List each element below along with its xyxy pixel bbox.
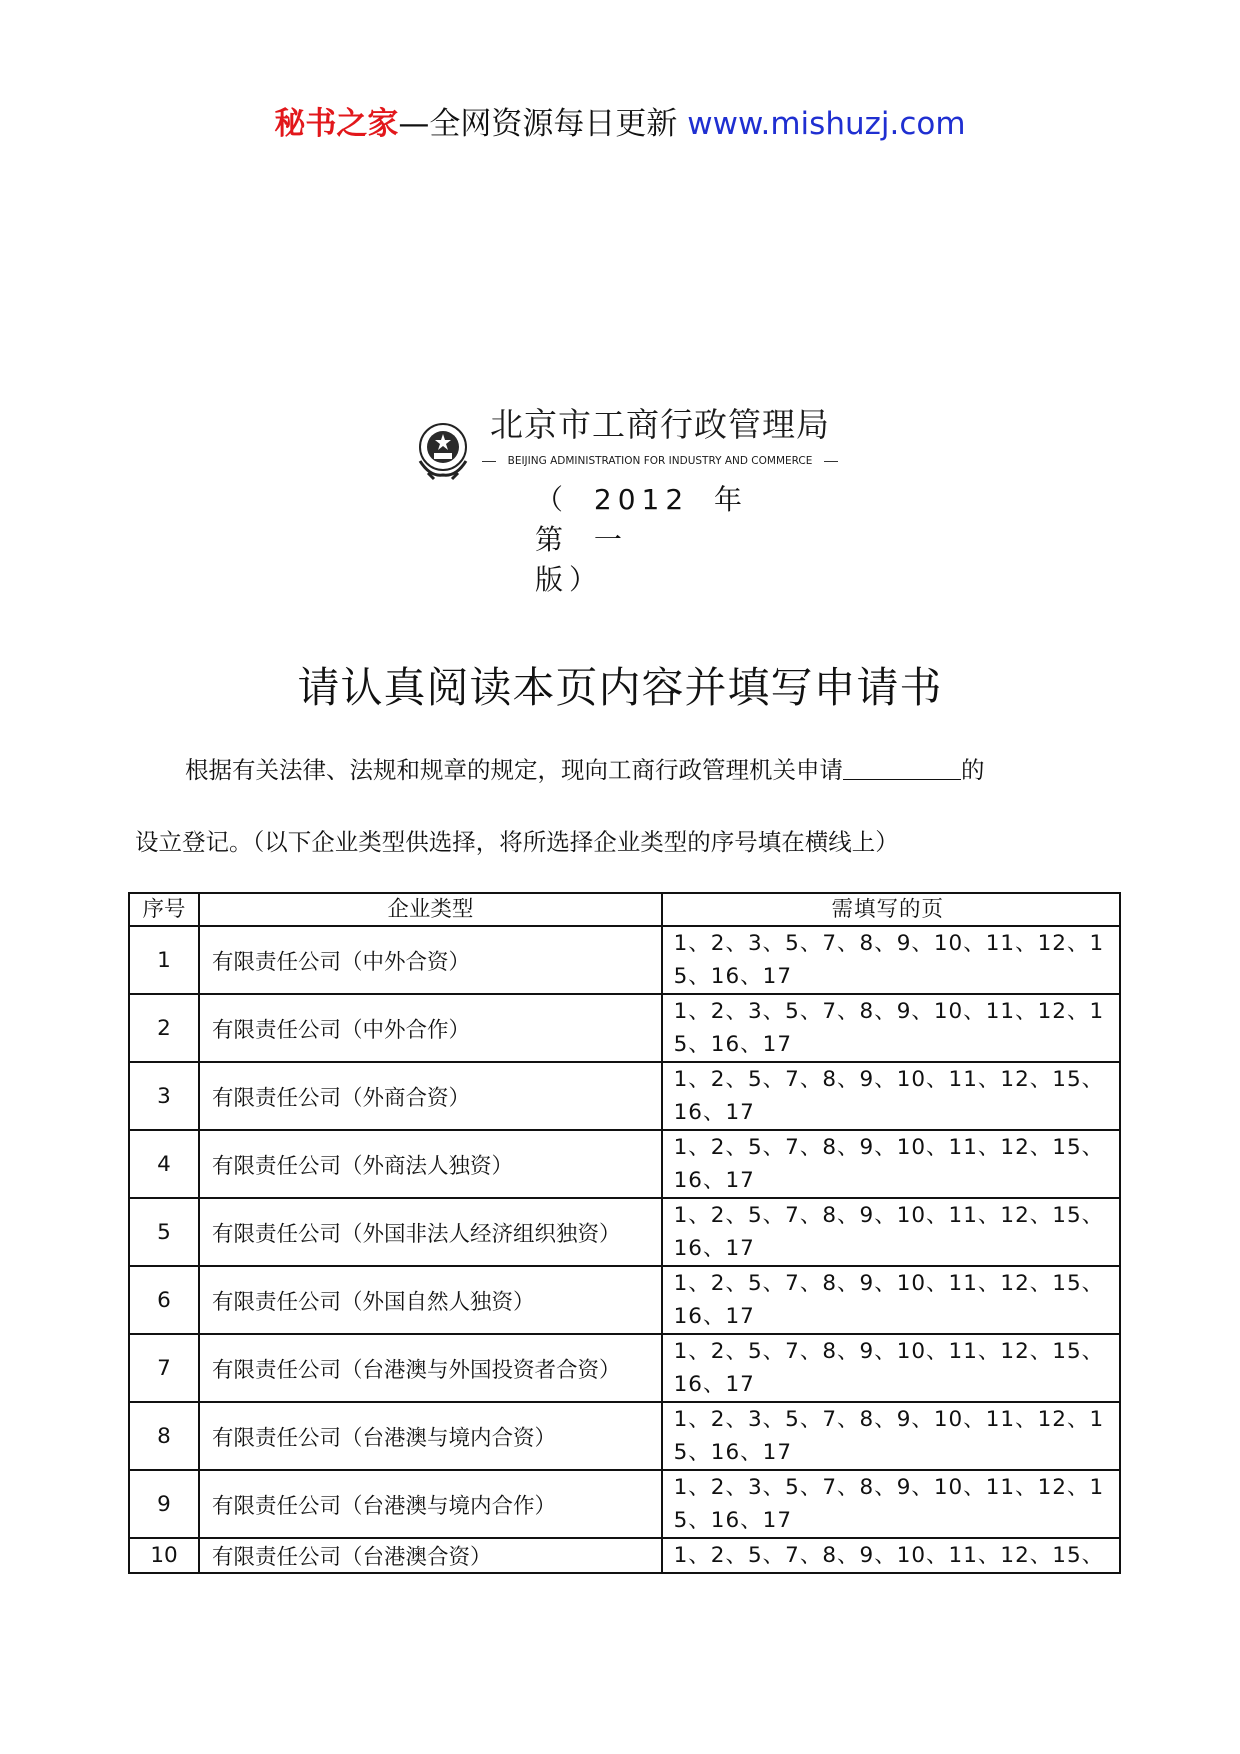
row-number: 5 — [129, 1198, 199, 1266]
edition-label — [535, 480, 785, 600]
row-type: 有限责任公司（外商法人独资） — [199, 1130, 662, 1198]
header-number: 序号 — [129, 893, 199, 926]
intro-text-end: 的 — [961, 756, 985, 784]
banner-tagline: —全网资源每日更新 — [398, 106, 678, 142]
row-type: 有限责任公司（台港澳与境内合作） — [199, 1470, 662, 1538]
intro-text: 根据有关法律、法规和规章的规定，现向工商行政管理机关申请 — [185, 756, 843, 784]
table-row — [129, 994, 1120, 1062]
row-type: 有限责任公司（外商合资） — [199, 1062, 662, 1130]
row-type: 有限责任公司（外国自然人独资） — [199, 1266, 662, 1334]
table-row — [129, 1538, 1120, 1573]
table-row — [129, 1130, 1120, 1198]
header-enterprise-type: 企业类型 — [199, 893, 662, 926]
table-row — [129, 1198, 1120, 1266]
row-pages: 1、2、5、7、8、9、10、11、12、15、16、17 — [662, 1130, 1120, 1198]
row-type: 有限责任公司（中外合作） — [199, 994, 662, 1062]
row-pages: 1、2、5、7、8、9、10、11、12、15、16、17 — [662, 1334, 1120, 1402]
site-banner — [0, 102, 1240, 146]
row-pages: 1、2、3、5、7、8、9、10、11、12、15、16、17 — [662, 994, 1120, 1062]
table-row — [129, 1470, 1120, 1538]
row-type: 有限责任公司（外国非法人经济组织独资） — [199, 1198, 662, 1266]
intro-paragraph-line-2: 设立登记。（以下企业类型供选择，将所选择企业类型的序号填在横线上） — [135, 828, 899, 856]
agency-name-english: BEIJING ADMINISTRATION FOR INDUSTRY AND COMMERCE — [490, 455, 830, 467]
fill-in-blank[interactable] — [843, 755, 961, 780]
table-header-row — [129, 893, 1120, 926]
row-number: 4 — [129, 1130, 199, 1198]
row-pages: 1、2、3、5、7、8、9、10、11、12、15、16、17 — [662, 926, 1120, 994]
page-title: 请认真阅读本页内容并填写申请书 — [297, 663, 943, 712]
intro-paragraph — [185, 752, 1085, 788]
banner-brand: 秘书之家 — [274, 106, 399, 142]
table-row — [129, 926, 1120, 994]
row-number: 8 — [129, 1402, 199, 1470]
row-number: 3 — [129, 1062, 199, 1130]
table-row — [129, 1402, 1120, 1470]
row-type: 有限责任公司（台港澳与外国投资者合资） — [199, 1334, 662, 1402]
edition-line-1: （ 2012 年 第 一 — [535, 483, 749, 556]
banner-url-link[interactable]: www.mishuzj.com — [687, 106, 966, 142]
edition-line-2: 版） — [535, 563, 604, 596]
agency-logo-block — [410, 402, 830, 492]
row-number: 7 — [129, 1334, 199, 1402]
row-pages: 1、2、3、5、7、8、9、10、11、12、15、16、17 — [662, 1470, 1120, 1538]
agency-name: 北京市工商行政管理局 — [490, 405, 830, 444]
table-row — [129, 1334, 1120, 1402]
row-type: 有限责任公司（台港澳与境内合资） — [199, 1402, 662, 1470]
row-number: 2 — [129, 994, 199, 1062]
national-emblem-icon — [410, 417, 476, 483]
row-pages: 1、2、5、7、8、9、10、11、12、15、 — [662, 1538, 1120, 1573]
row-type: 有限责任公司（中外合资） — [199, 926, 662, 994]
header-pages: 需填写的页 — [662, 893, 1120, 926]
enterprise-type-table — [128, 892, 1121, 1574]
row-pages: 1、2、5、7、8、9、10、11、12、15、16、17 — [662, 1266, 1120, 1334]
row-pages: 1、2、5、7、8、9、10、11、12、15、16、17 — [662, 1062, 1120, 1130]
table-row — [129, 1062, 1120, 1130]
table-row — [129, 1266, 1120, 1334]
row-number: 6 — [129, 1266, 199, 1334]
row-pages: 1、2、3、5、7、8、9、10、11、12、15、16、17 — [662, 1402, 1120, 1470]
row-number: 9 — [129, 1470, 199, 1538]
row-number: 1 — [129, 926, 199, 994]
row-number: 10 — [129, 1538, 199, 1573]
row-type: 有限责任公司（台港澳合资） — [199, 1538, 662, 1573]
row-pages: 1、2、5、7、8、9、10、11、12、15、16、17 — [662, 1198, 1120, 1266]
